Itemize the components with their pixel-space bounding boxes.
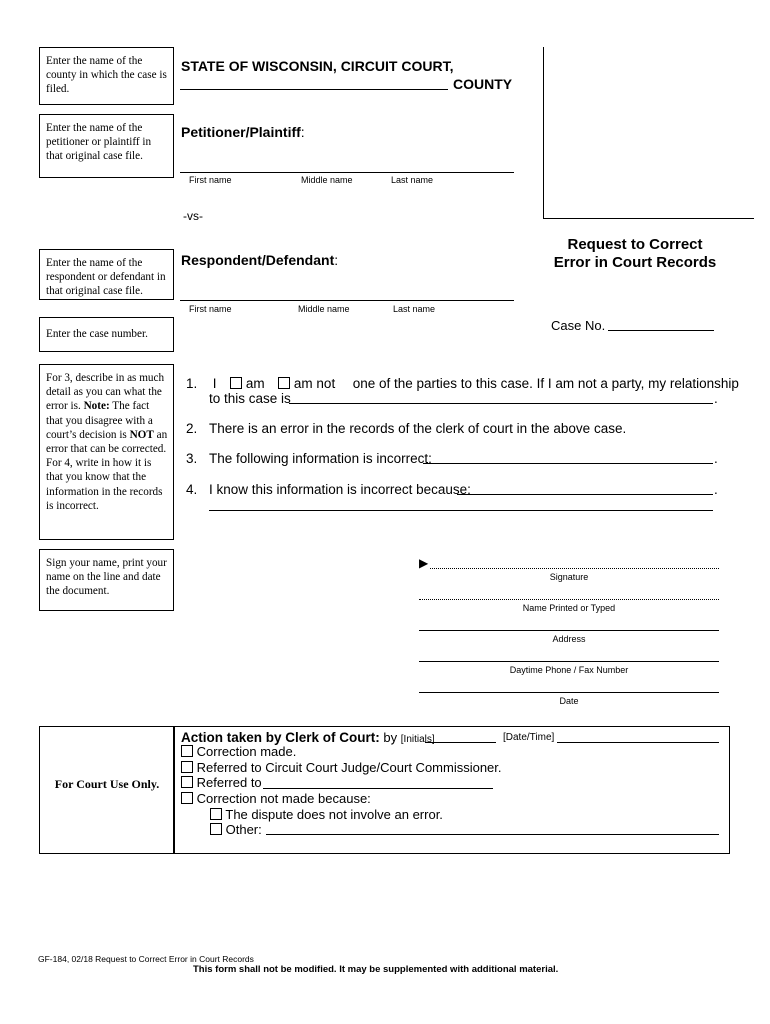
relationship-field[interactable] xyxy=(289,403,713,404)
name-printed-caption: Name Printed or Typed xyxy=(522,603,616,613)
respondent-label xyxy=(181,252,338,268)
side-note-describe xyxy=(39,364,174,540)
court-heading: STATE OF WISCONSIN, CIRCUIT COURT, xyxy=(181,58,454,74)
form-id-footer: GF-184, 02/18 Request to Correct Error in Court Records xyxy=(38,954,254,964)
respondent-colon: : xyxy=(334,252,339,268)
case-number-field[interactable] xyxy=(608,330,714,331)
clerk-datetime-label: [Date/Time] xyxy=(503,732,555,743)
item-4-period: . xyxy=(714,482,718,497)
county-label: COUNTY xyxy=(453,76,513,92)
item-1-i: I xyxy=(212,376,217,391)
respondent-last-caption: Last name xyxy=(393,304,436,314)
option-correction-made xyxy=(181,744,296,760)
item-3-period: . xyxy=(714,451,718,466)
phone-caption: Daytime Phone / Fax Number xyxy=(509,665,629,675)
petitioner-name-field[interactable] xyxy=(180,172,514,173)
clerk-initials-label: [Initials] xyxy=(400,734,435,745)
item-4-number: 4. xyxy=(186,482,198,497)
name-printed-field[interactable] xyxy=(419,599,719,600)
am-not-checkbox[interactable] xyxy=(278,377,290,389)
county-name-field[interactable] xyxy=(180,89,448,90)
petitioner-label xyxy=(181,124,305,140)
option-referred-judge xyxy=(181,760,502,776)
signature-arrow-icon: ▶ xyxy=(419,556,429,570)
referred-to-label: Referred to xyxy=(196,775,262,790)
other-field[interactable] xyxy=(266,834,719,835)
describe-not: NOT xyxy=(129,428,154,441)
no-error-label: The dispute does not involve an error. xyxy=(225,807,443,822)
incorrect-info-field[interactable] xyxy=(423,463,713,464)
petitioner-middle-caption: Middle name xyxy=(301,175,353,185)
referred-judge-checkbox[interactable] xyxy=(181,761,193,773)
respondent-name-field[interactable] xyxy=(180,300,514,301)
item-4-text: I know this information is incorrect because: xyxy=(209,482,471,497)
item-2-text: There is an error in the records of the clerk of court in the above case. xyxy=(209,421,627,436)
reason-field-line2[interactable] xyxy=(209,510,713,511)
signature-caption: Signature xyxy=(549,572,589,582)
side-note-petitioner: Enter the name of the petitioner or plaintiff in that original case file. xyxy=(39,114,174,178)
side-note-county: Enter the name of the county in which the case is filed. xyxy=(39,47,174,105)
correction-made-label: Correction made. xyxy=(196,744,297,759)
respondent-label-text: Respondent/Defendant xyxy=(181,252,335,268)
option-referred-to xyxy=(181,775,262,791)
am-checkbox[interactable] xyxy=(230,377,242,389)
side-note-court-use: For Court Use Only. xyxy=(39,726,174,854)
address-caption: Address xyxy=(552,634,586,644)
option-correction-not-made xyxy=(181,791,371,807)
petitioner-label-text: Petitioner/Plaintiff xyxy=(181,124,301,140)
date-caption: Date xyxy=(559,696,579,706)
other-label: Other: xyxy=(225,822,262,837)
datetime-field[interactable] xyxy=(557,742,719,743)
item-3-number: 3. xyxy=(186,451,198,466)
correction-not-made-label: Correction not made because: xyxy=(196,791,371,806)
respondent-middle-caption: Middle name xyxy=(298,304,350,314)
referred-to-field[interactable] xyxy=(263,788,493,789)
other-checkbox[interactable] xyxy=(210,823,222,835)
referred-to-checkbox[interactable] xyxy=(181,776,193,788)
respondent-first-caption: First name xyxy=(189,304,232,314)
item-2-number: 2. xyxy=(186,421,198,436)
item-1-rest: one of the parties to this case. If I am not a party, my relationship xyxy=(352,376,739,391)
describe-p1: For 3, describe in as much detail as you can what the error is. xyxy=(46,372,165,413)
side-note-sign: Sign your name, print your name on the line and date the document. xyxy=(39,549,174,611)
no-error-checkbox[interactable] xyxy=(210,808,222,820)
correction-not-made-checkbox[interactable] xyxy=(181,792,193,804)
item-1 xyxy=(186,376,739,391)
describe-note-a: The fact that you disagree with a court’s decision is xyxy=(46,400,153,441)
am-label: am xyxy=(245,376,265,391)
petitioner-first-caption: First name xyxy=(189,175,232,185)
item-1-number: 1. xyxy=(186,376,198,391)
describe-note-b: an error that can be corrected. xyxy=(46,428,168,456)
side-note-case-number: Enter the case number. xyxy=(39,317,174,352)
sub-option-other xyxy=(210,822,262,838)
date-field[interactable] xyxy=(419,692,719,693)
form-title-line2: Error in Court Records xyxy=(553,254,717,271)
form-title xyxy=(540,236,730,272)
case-number-label: Case No. xyxy=(551,318,606,333)
phone-field[interactable] xyxy=(419,661,719,662)
initials-field[interactable] xyxy=(425,742,496,743)
describe-note-label: Note: xyxy=(83,400,110,413)
caption-divider-horizontal xyxy=(543,218,754,219)
referred-judge-label: Referred to Circuit Court Judge/Court Commissioner. xyxy=(196,760,502,775)
side-note-respondent: Enter the name of the respondent or defendant in that original case file. xyxy=(39,249,174,300)
modification-notice: This form shall not be modified. It may be supplemented with additional material. xyxy=(193,964,559,975)
versus-text: -vs- xyxy=(183,209,203,223)
address-field[interactable] xyxy=(419,630,719,631)
petitioner-colon: : xyxy=(300,124,305,140)
clerk-heading: Action taken by Clerk of Court: xyxy=(181,730,380,745)
sub-option-no-error xyxy=(210,807,443,823)
correction-made-checkbox[interactable] xyxy=(181,745,193,757)
reason-field-line1[interactable] xyxy=(457,494,713,495)
form-title-line1: Request to Correct xyxy=(567,236,703,253)
am-not-label: am not xyxy=(293,376,336,391)
clerk-by: by xyxy=(383,730,398,745)
item-1-line2: to this case is xyxy=(209,391,291,406)
describe-p2: For 4, write in how it is that you know that the information in the records is incorrect. xyxy=(46,457,163,512)
petitioner-last-caption: Last name xyxy=(391,175,434,185)
item-1-period: . xyxy=(714,391,718,406)
item-3-text: The following information is incorrect: xyxy=(209,451,432,466)
caption-divider-vertical xyxy=(543,47,544,219)
signature-field[interactable] xyxy=(430,568,719,569)
